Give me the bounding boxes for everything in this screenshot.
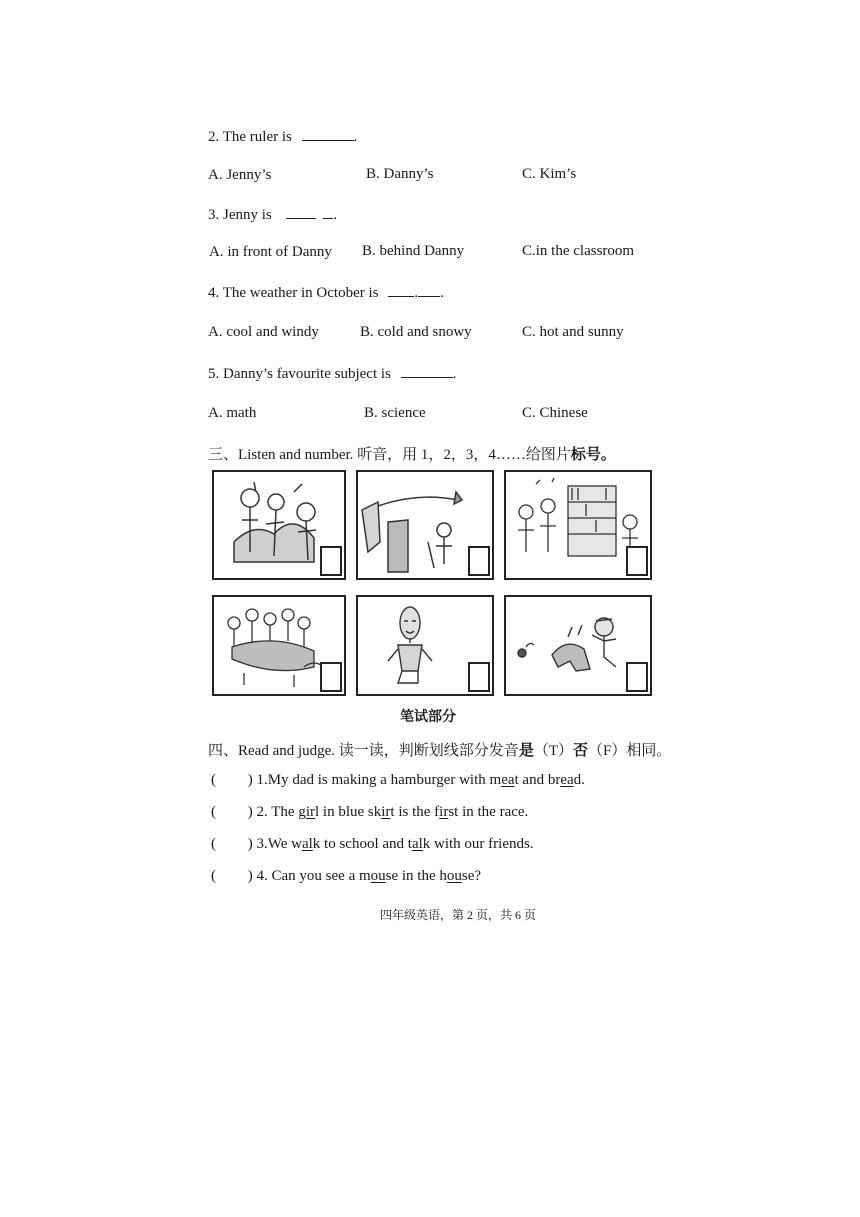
option-c: C. hot and sunny: [522, 324, 624, 340]
answer-blank[interactable]: [302, 128, 354, 141]
option-c: C.in the classroom: [522, 243, 635, 259]
item-text: st in the race.: [448, 804, 529, 820]
written-section-header: 笔试部分: [400, 710, 456, 725]
question-tail: .: [333, 207, 337, 223]
item-text: l in blue sk: [314, 804, 382, 820]
section-title-bold: 否: [573, 743, 589, 759]
section-title-bold: 标号。: [570, 447, 616, 463]
item-text: d.: [573, 772, 585, 788]
item-text: se?: [461, 868, 482, 884]
number-box[interactable]: [320, 546, 342, 576]
section-title-text: （T）: [533, 743, 573, 759]
answer-blank[interactable]: [418, 284, 440, 297]
paren-open: (: [211, 772, 216, 788]
option-c: C. Chinese: [522, 405, 588, 421]
judge-item-2: [211, 804, 528, 821]
question-stem: 2. The ruler is: [208, 129, 292, 145]
item-text: t is the f: [390, 804, 440, 820]
option-b: B. behind Danny: [362, 243, 465, 259]
paren-open: (: [211, 804, 216, 820]
item-text: 4. Can you see a m: [256, 868, 371, 884]
picture-1: [212, 470, 346, 580]
item-text: se in the h: [385, 868, 447, 884]
item-text: t and br: [514, 772, 561, 788]
section-3-title: [208, 443, 616, 464]
option-a: A. Jenny’s: [208, 167, 272, 183]
answer-blank[interactable]: [323, 206, 333, 219]
paren-open: (: [211, 836, 216, 852]
paren-open: (: [211, 868, 216, 884]
question-4: 4. The weather in October is . .: [208, 285, 444, 301]
section-title-bold: 是: [518, 743, 534, 759]
question-3: [208, 206, 337, 224]
underlined-letters: ou: [446, 868, 462, 884]
number-box[interactable]: [626, 546, 648, 576]
item-text: 1.My dad is making a hamburger with m: [256, 772, 502, 788]
judge-item-1: [211, 772, 585, 789]
number-box[interactable]: [320, 662, 342, 692]
section-4-title: [208, 739, 671, 760]
section-title-text: 四、Read and judge. 读一读，判断划线部分发音: [208, 743, 519, 759]
item-text: k to school and t: [312, 836, 412, 852]
underlined-letters: ea: [560, 772, 574, 788]
underlined-letters: al: [411, 836, 423, 852]
underlined-letters: al: [301, 836, 313, 852]
judge-item-4: [211, 868, 481, 885]
picture-4: [212, 595, 346, 696]
section-title-text: （F）相同。: [588, 743, 672, 759]
underlined-letters: ir: [305, 804, 315, 820]
paren-close: ): [247, 804, 253, 820]
question-tail: .: [440, 285, 444, 301]
underlined-letters: ir: [439, 804, 449, 820]
option-a: A. math: [208, 405, 257, 421]
item-text: k with our friends.: [422, 836, 534, 852]
picture-2: [356, 470, 494, 580]
option-a: A. in front of Danny: [209, 244, 332, 260]
option-b: B. science: [364, 405, 426, 421]
picture-6: [504, 595, 652, 696]
underlined-letters: ir: [381, 804, 391, 820]
question-stem: 3. Jenny is: [208, 207, 272, 223]
item-text: 2. The g: [256, 804, 306, 820]
option-b: B. cold and snowy: [360, 324, 472, 340]
option-b: B. Danny’s: [366, 166, 434, 182]
option-c: C. Kim’s: [522, 166, 577, 182]
underlined-letters: ea: [501, 772, 515, 788]
paren-close: ): [247, 868, 253, 884]
picture-5: [356, 595, 494, 696]
answer-blank[interactable]: [401, 365, 453, 378]
picture-3: [504, 470, 652, 580]
question-stem: 5. Danny’s favourite subject is: [208, 366, 391, 382]
number-box[interactable]: [468, 546, 490, 576]
paren-close: ): [247, 772, 253, 788]
question-5: [208, 365, 456, 383]
question-tail: .: [353, 129, 358, 145]
answer-blank[interactable]: [388, 284, 414, 297]
judge-item-3: [211, 836, 534, 853]
paren-close: ): [247, 836, 253, 852]
answer-blank[interactable]: [286, 206, 316, 219]
number-box[interactable]: [626, 662, 648, 692]
option-a: A. cool and windy: [208, 324, 319, 340]
question-2: [208, 128, 357, 146]
underlined-letters: ou: [370, 868, 386, 884]
section-title-text: 三、Listen and number. 听音，用 1，2，3，4……给图片: [208, 447, 571, 463]
number-box[interactable]: [468, 662, 490, 692]
question-tail: .: [452, 366, 457, 382]
item-text: 3.We w: [256, 836, 302, 852]
page-footer: 四年级英语，第 2 页，共 6 页: [380, 908, 537, 922]
question-stem: 4. The weather in October is: [208, 285, 379, 301]
